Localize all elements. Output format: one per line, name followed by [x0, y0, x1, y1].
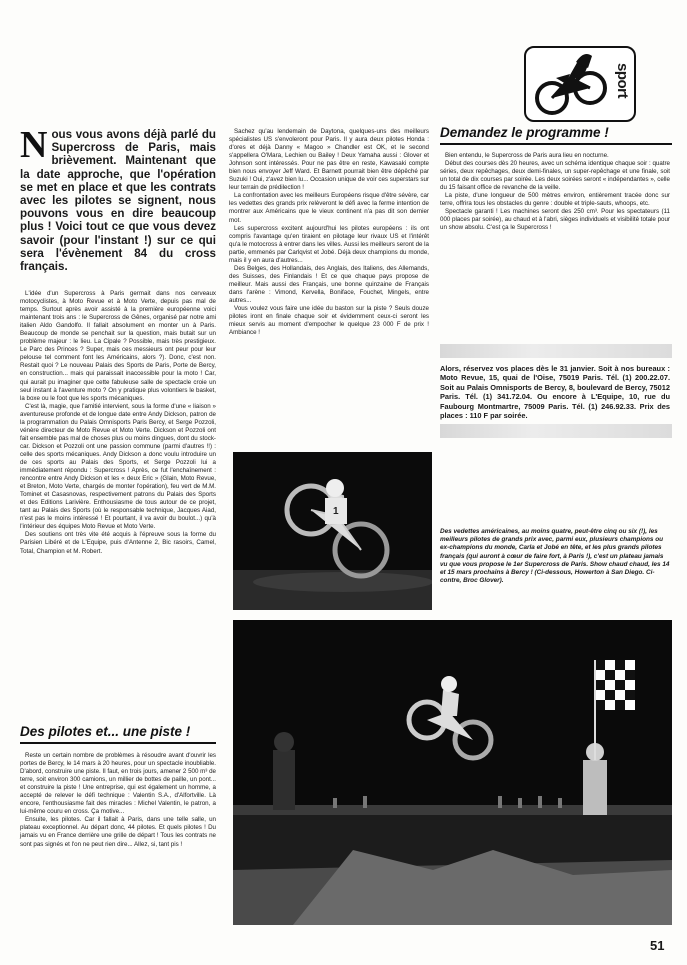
- section-programme: [440, 125, 672, 145]
- photo-caption: [440, 528, 672, 585]
- page-number: 51: [650, 938, 665, 953]
- sport-logo: [524, 46, 636, 122]
- section-pilotes-paragraph: Ensuite, les pilotes. Car il fallait à Paris, dans une telle salle, un plateau exceptionnel. Au départ donc, 44 pilotes. Et quels pilotes ! Du jamais vu en France derrière une grille de départ ! Tous les contrats ne sont pas signés et l'on ne peut rien dire... Allez, si, tant pis !: [20, 816, 216, 848]
- lead-paragraph: [20, 124, 216, 274]
- column-2-body: [229, 128, 429, 337]
- column-2-paragraph: La confrontation avec les meilleurs Européens risque d'être sévère, car les vedettes des grands prix relèveront le défi avec la ferme intention de montrer aux Américains que le vieux continent n'a pas dit son dernier mot.: [229, 192, 429, 224]
- section-pilotes-paragraph: Reste un certain nombre de problèmes à résoudre avant d'ouvrir les portes de Bercy, le 14 mars à 20 heures, pour un spectacle inoubliable. D'abord, construire une piste. Il faut, en trois jours, amener 2 500 m³ de terre, soit environ 300 camions, un millier de bottes de paille, un pont... et construire la piste ! Une entreprise, qui est également un homme, a accepté de relever le défi technique : Valentin S.A., d'Alfortville. Là encore, l'enthousiasme fait des miracles : Michel Valentin, le patron, a lui-même couru en cross. Ça motive...: [20, 752, 216, 816]
- decorative-band: [440, 424, 672, 438]
- column-2-paragraph: Vous voulez vous faire une idée du baston sur la piste ? Seuls douze pilotes iront en finale chaque soir et évidemment ceux-ci seront les mieux servis au moment d'empocher le quelque 23 000 F de prix ! Ambiance !: [229, 305, 429, 337]
- booking-info: [440, 364, 670, 420]
- title-underline: [440, 143, 672, 145]
- column-1-paragraph: Des soutiens ont très vite été acquis à l'épreuve sous la forme du Parisien Libéré et de L'Equipe, puis d'Antenne 2, Bic rasoirs, Camel, Total, Champion et M. Robert.: [20, 531, 216, 555]
- column-1-paragraph: C'est là, magie, que l'amitié intervient, sous la forme d'une « liaison » aventureuse profonde et de longue date entre Andy Dickson, patron de la programmation du Palais Omnisports Paris Bercy, et Serge Pozzoli, vénère directeur de Moto Revue et Moto Verte. Dickson et Pozzoli ont fait ensemble pas mal de choses plus ou moins dingues, dont du stock-car. Dickson et Pozzoli ont une passion commune (parmi d'autres !!) : celle des sports mécaniques. Andy Dickson a donc voulu introduire un de ces sports au Palais des Sports, et Serge Pozzoli lui a immédiatement répondu : Supercross ! Après, ce fut l'enchaînement : rencontre entre Andy Dickson et les « deux Eric » (Glain, Moto Revue, et Breton, Moto Verte, chargés de monter l'opération), feu vert de M.M. Tominet et Casasnovas, respectivement patrons du Palais des Sports et des Editions Larivière. Enthousiasme de tous autour de ce projet, tant au Palais des Sports (où le responsable technique, Jacques Aiad, n'est pas le moins intéressé ! Et pourtant, il va avoir du boulot...) qu'à l'intérieur des équipes Moto Revue et Moto Verte.: [20, 402, 216, 531]
- column-2-paragraph: Des Belges, des Hollandais, des Anglais, des Italiens, des Allemands, des Suisses, des Finlandais ! Et ce que chaque pays propose de meilleur. Mais aussi des Français, une bonne quinzaine de Français dans l'arène : Vimond, Kervella, Boniface, Fouchet, Mingels, entre autres...: [229, 264, 429, 304]
- section-programme-paragraph: La piste, d'une longueur de 500 mètres environ, entièrement tracée donc sur terre, offrira tous les obstacles du genre : double et triple-sauts, whoops, etc.: [440, 192, 670, 208]
- section-programme-paragraph: Bien entendu, le Supercross de Paris aura lieu en nocturne.: [445, 152, 609, 159]
- column-2-paragraph: Les supercross excitent aujourd'hui les pilotes européens : ils ont compris l'avantage qu'en tiraient en pilotage leur rivaux US et l'intérêt qu'a le motocross à entrer dans les villes. Aussi les meilleurs seront de la partie, emmenés par Carlqvist et Jobé. Déjà deux champions du monde, mais il y en aura d'autres...: [229, 224, 429, 264]
- section-title-pilotes: Des pilotes et... une piste !: [20, 724, 191, 739]
- caption-text: Des vedettes américaines, au moins quatre, peut-être cinq ou six (!), les meilleurs pilotes de grands prix avec, parmi eux, plusieurs champions ou ex-champions du monde, Carla et Jobé en tête, et les plus grands pilotes français (qui auront à cœur de faire fort, à Paris !), c'est un plateau jamais vu que vous propose le 1er Supercross de Paris. Show chaud chaud, les 14 et 15 mars prochains à Bercy ! (Ci-dessous, Howerton à San Diego. Ci-contre, Broc Glover).: [440, 528, 670, 585]
- section-programme-paragraph: Spectacle garanti ! Les machines seront des 250 cm³. Pour les spectateurs (11 000 places par soirée), au chaud et à l'abri, sièges individuels et visibilité totale pour un show absolu. C'est ça le Supercross !: [440, 208, 670, 232]
- lead-text: ous vous avons déjà parlé du Supercross de Paris, mais brièvement. Maintenant que la date approche, que l'opération se met en place et que les contrats avec les pilotes se signent, nous pouvons vous en dire beaucoup plus ! Voici tout ce que vous devez savoir (pour l'instant !) sur ce qui sera l'évènement 84 du cross français.: [20, 128, 216, 274]
- dropcap: N: [20, 124, 48, 166]
- decorative-band: [440, 344, 672, 358]
- column-2-paragraph: Sachez qu'au lendemain de Daytona, quelques-uns des meilleurs spécialistes US s'envoleront pour Paris. Il y aura deux pilotes Honda : d'ores et déjà Danny « Magoo » Chandler est OK, et le second s'appellera O'Mara, Lechien ou Bailey ! Deux Yamaha aussi : Glover et Johnson sont intéressés. Pour ne pas être en reste, Kawasaki compte bien nous envoyer Jeff Ward. Et Barnett pourrait bien être dépêché par Suzuki ! Oui, z'avez bien lu... Occasion unique de voir ces superstars sur leur terrain de prédilection !: [229, 128, 429, 192]
- title-underline: [20, 742, 216, 744]
- section-pilotes: [20, 724, 216, 744]
- booking-text: Alors, réservez vos places dès le 31 janvier. Soit à nos bureaux : Moto Revue, 15, quai de l'Oise, 75019 Paris. Tél. (1) 200.22.07. Soit au Palais Omnisports de Bercy, 8, boulevard de Bercy, 75012 Paris. Tél. (1) 341.72.04. Ou encore à L'Equipe, 10, rue du Faubourg Montmartre, 75009 Paris. Tél. (1) 246.92.33. Prix des places : 110 F par soirée.: [440, 364, 670, 421]
- section-programme-paragraph: Début des courses dès 20 heures, avec un schéma identique chaque soir : quatre séries, deux repêchages, deux demi-finales, un super-repêchage et une finale, soit un total de dix courses par soirée. Les deux soirées seront « indépendantes », celle du 15 faisant office de revanche de la veille.: [440, 160, 670, 192]
- photo-broc-glover: [233, 452, 432, 610]
- sport-logo-text: sport: [614, 63, 631, 98]
- section-pilotes-body: [20, 752, 216, 849]
- svg-text:1: 1: [333, 506, 339, 517]
- section-title-programme: Demandez le programme !: [440, 125, 609, 140]
- column-1-paragraph: L'idée d'un Supercross à Paris germait dans nos cerveaux motocyclistes, à Moto Revue et à Moto Verte, depuis pas mal de temps. Surtout après avoir assisté à la première européenne voici maintenant trois ans : le Supercross de Gênes, organisé par notre ami italien Aldo Gandolfo. Il fallait absolument en monter un à Paris. Beaucoup de monde se penchait sur la question, mais butait sur un problème majeur : le lieu. La Cipale ? Possible, mais très prestigieux. Le Parc des Princes ? Super, mais ces messieurs ont peur pour leur pelouse tel comment font les Américains, alors ?). Donc, c'est non. Restait quoi ? Le nouveau Palais des Sports de Paris, Porte de Bercy, en construction... mais qui paraissait inaccessible pour la moto ! Car, qui aurait pu imaginer que cette fabuleuse salle de spectacle croie un seul instant à l'aventure moto ? On y pratique plus volontiers le basket, la boxe ou le foot que les sports mécaniques.: [20, 290, 216, 402]
- photo-howerton-san-diego: [233, 620, 672, 925]
- column-1-body: [20, 290, 216, 556]
- section-programme-body: [440, 152, 670, 232]
